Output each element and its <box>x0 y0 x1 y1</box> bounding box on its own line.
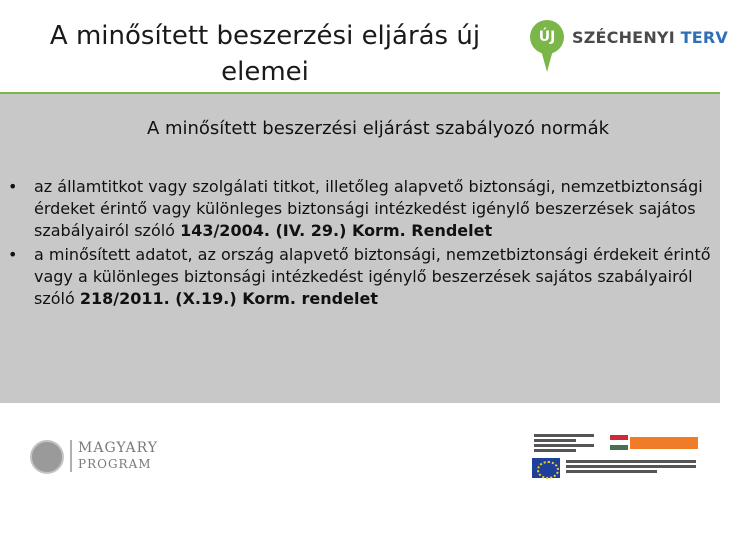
pin-tail <box>541 50 553 72</box>
list-item <box>8 244 714 310</box>
list-item-text: az államtitkot vagy szolgálati titkot, illetőleg alapvető biztonsági, nemzetbiztonsági érdeket érintő vagy különleges biztonsági intézkedést igénylő beszerzések sajátos szabályairól szóló <box>34 177 703 240</box>
logo-name: SZÉCHENYI <box>572 28 675 47</box>
eu-funding-text <box>566 460 696 475</box>
list-item-reference: 218/2011. (X.19.) Korm. rendelet <box>79 289 378 308</box>
slide-title: A minősített beszerzési eljárás új elemei <box>49 21 481 87</box>
agency-logo <box>534 434 594 454</box>
logo-text <box>572 28 728 47</box>
location-pin-icon: ÚJ <box>530 20 564 54</box>
magyary-line2: PROGRAM <box>78 457 152 471</box>
magyary-line1: MAGYARY <box>78 440 159 456</box>
orange-banner <box>630 437 698 449</box>
bullet-icon: • <box>8 177 18 196</box>
eu-flag-icon <box>532 458 560 478</box>
hungarian-flag-icon <box>610 435 628 450</box>
list-item-text: a minősített adatot, az ország alapvető biztonsági, nemzetbiztonsági érdekeit érintő vagy a különleges biztonsági intézkedést igénylő beszerzések sajátos szabályairól szóló <box>34 245 711 308</box>
szechenyi-terv-logo <box>530 18 728 78</box>
funding-logos <box>530 432 700 482</box>
logo-separator <box>70 440 72 472</box>
list-item <box>8 176 714 242</box>
eu-stars-icon <box>537 461 559 479</box>
bullet-icon: • <box>8 245 18 264</box>
norms-list <box>8 176 714 312</box>
portrait-medal-icon <box>30 440 64 474</box>
section-subtitle: A minősített beszerzési eljárást szabályozó normák <box>146 118 610 139</box>
logo-suffix: TERV <box>680 28 728 47</box>
list-item-reference: 143/2004. (IV. 29.) Korm. Rendelet <box>180 221 493 240</box>
content-panel <box>0 94 720 403</box>
magyary-program-logo <box>30 438 180 474</box>
